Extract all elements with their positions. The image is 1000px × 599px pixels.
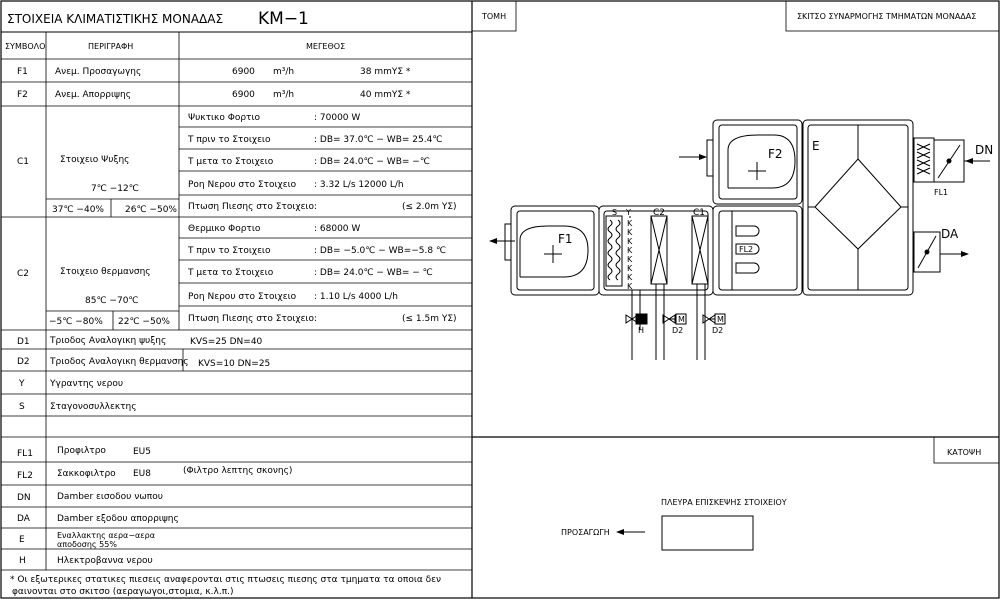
humidifier-nozzles <box>627 219 633 291</box>
c2-spec-label: Ροη Νερου στο Στοιχειο <box>188 292 297 302</box>
symbol-e: E <box>19 535 25 545</box>
c1-condition-b: 26℃ −50% <box>125 205 177 215</box>
nozzle-k: K <box>627 282 633 291</box>
plan-unit-outline <box>662 516 753 550</box>
header-description: ΠΕΡΙΓΡΑΦΗ <box>88 42 134 51</box>
symbol-da: DA <box>17 514 30 524</box>
c1-spec-value: : DB= 24.0℃ − WB= −℃ <box>314 157 430 167</box>
table-header <box>5 42 345 51</box>
nozzle-k: K <box>627 228 633 237</box>
unit-section-diagram <box>490 120 993 360</box>
title-block <box>1 9 472 32</box>
desc-e-line2: αποδοσης 55% <box>57 540 117 549</box>
fl2-label: FL2 <box>739 245 754 254</box>
footnote-line-1: * Οι εξωτερικες στατικες πιεσεις αναφερονται στις πτωσεις πιεσης στα τμηματα τα οποια δεν <box>10 575 442 585</box>
plan-label: ΚΑΤΟΨΗ <box>947 448 982 457</box>
nozzle-k: K <box>627 237 633 246</box>
c2-spec-value: (≤ 1.5m YΣ) <box>402 314 457 324</box>
desc-f1: Ανεμ. Προσαγωγης <box>55 67 142 77</box>
c1-spec-label: Τ πριν το Στοιχειο <box>188 135 271 145</box>
c2-spec-value: : DB= −5.0℃ − WB=−5.8 ℃ <box>314 246 447 256</box>
symbol-f2: F2 <box>17 90 28 100</box>
desc-d2: Τριοδος Αναλογικη θερμανσης <box>50 357 189 367</box>
c1-condition-a: 37℃ −40% <box>52 205 104 215</box>
desc-c1: Στοιχειο Ψυξης <box>60 155 130 165</box>
actuator-m: M <box>678 315 685 324</box>
row-c1 <box>17 113 457 215</box>
desc-y: Υγραντης νερου <box>50 379 124 389</box>
desc-fl1: Προφιλτρο <box>57 446 106 456</box>
f1-airflow-unit: m³/h <box>273 67 295 77</box>
fl1-filter-label: FL1 <box>934 188 949 197</box>
c1-label: C1 <box>693 208 706 218</box>
f1-fan-module <box>490 206 599 295</box>
plan-view <box>561 498 787 550</box>
c2-spec-value: : 1.10 L/s 4000 L/h <box>314 292 398 302</box>
f1-fan-label: F1 <box>558 232 573 246</box>
d2-value: KVS=10 DN=25 <box>198 359 271 369</box>
h-valve-label: H <box>638 326 645 335</box>
f2-airflow-unit: m³/h <box>273 90 295 100</box>
row-c2 <box>17 224 457 327</box>
rows-d-y-s <box>17 336 270 412</box>
nozzle-k: K <box>627 273 633 282</box>
f2-pressure: 40 mmYΣ * <box>360 90 411 100</box>
supply-label: ΠΡΟΣΑΓΩΓΗ <box>561 528 610 537</box>
header-size: ΜΕΓΕΘΟΣ <box>306 42 346 51</box>
c1-spec-label: Τ μετα το Στοιχειο <box>188 157 274 167</box>
d1-value: KVS=25 DN=40 <box>190 337 263 347</box>
c2-spec-value: : DB= 24.0℃ − WB= − ℃ <box>314 268 433 278</box>
exchanger-label: E <box>812 139 820 153</box>
heat-exchanger-module <box>803 120 913 295</box>
da-damper-label: DA <box>941 227 959 241</box>
desc-d1: Τριοδος Αναλογικη ψυξης <box>50 336 167 346</box>
symbol-c1: C1 <box>17 157 30 167</box>
c1-spec-label: Ψυκτικο Φορτιο <box>188 113 261 123</box>
row-f2 <box>17 90 411 100</box>
nozzle-k: K <box>627 255 633 264</box>
footnote-line-2: φαινονται στο σκιτσο (αεραγωγοι,στομια, κ.λ.π.) <box>12 587 234 597</box>
c1-water-temps: 7℃ −12℃ <box>91 184 139 194</box>
f1-pressure: 38 mmYΣ * <box>360 67 411 77</box>
footnote <box>10 575 441 597</box>
nozzle-k: K <box>627 246 633 255</box>
c1-spec-value: : 3.32 L/s 12000 L/h <box>314 180 404 190</box>
da-exhaust-damper <box>914 227 968 272</box>
sheet-frame <box>1 1 999 598</box>
fl2-filter-module <box>713 206 802 295</box>
desc-c2: Στοιχειο θερμανσης <box>60 267 151 277</box>
symbol-s: S <box>19 402 25 412</box>
actuator-m: M <box>717 315 724 324</box>
desc-f2: Ανεμ. Απορριψης <box>55 90 131 100</box>
coil-section <box>599 206 713 295</box>
symbol-fl2: FL2 <box>17 471 33 481</box>
c1-spec-value: : DB= 37.0℃ − WB= 25.4℃ <box>314 135 443 145</box>
c2-spec-label: Τ πριν το Στοιχειο <box>188 246 271 256</box>
fl2-note: (Φιλτρο λεπτης σκονης) <box>183 466 293 476</box>
rows-filters-dampers <box>17 446 292 566</box>
section-label: ΤΟΜΗ <box>482 12 507 21</box>
d2-valve-label: D2 <box>712 326 724 335</box>
c2-spec-label: Θερμικο Φορτιο <box>188 224 261 234</box>
d2-valve-label: D2 <box>672 326 684 335</box>
c2-label: C2 <box>653 208 666 218</box>
f1-airflow: 6900 <box>232 67 255 77</box>
c2-spec-label: Τ μετα το Στοιχειο <box>188 268 274 278</box>
unit-code: KM−1 <box>258 9 309 29</box>
symbol-d1: D1 <box>17 337 30 347</box>
desc-h: Ηλεκτροβαννα νερου <box>57 556 153 566</box>
f2-fan-label: F2 <box>768 147 783 161</box>
f2-fan-module <box>679 120 802 204</box>
desc-s: Σταγονοσυλλεκτης <box>50 402 137 412</box>
c1-spec-value: : 70000 W <box>314 113 361 123</box>
f2-airflow: 6900 <box>232 90 255 100</box>
fl2-class: EU8 <box>133 469 151 479</box>
access-side-label: ΠΛΕΥΡΑ ΕΠΙΣΚΕΨΗΣ ΣΤΟΙΧΕΙΟΥ <box>661 498 787 507</box>
symbol-h: H <box>19 556 26 566</box>
c2-spec-label: Πτωση Πιεσης στο Στοιχειο: <box>188 314 318 324</box>
nozzle-k: K <box>627 264 633 273</box>
fl1-dn-inlet <box>914 138 993 197</box>
c1-spec-label: Πτωση Πιεσης στο Στοιχειο: <box>188 202 318 212</box>
symbol-c2: C2 <box>17 269 30 279</box>
c2-condition-b: 22℃ −50% <box>118 317 170 327</box>
symbol-fl1: FL1 <box>17 449 33 459</box>
c1-spec-value: (≤ 2.0m YΣ) <box>402 202 457 212</box>
c2-condition-a: −5℃ −80% <box>49 317 103 327</box>
c2-water-temps: 85℃ −70℃ <box>85 296 139 306</box>
fl1-class: EU5 <box>133 447 151 457</box>
symbol-dn: DN <box>17 493 31 503</box>
desc-fl2: Σακκοφιλτρο <box>57 469 116 479</box>
y-label: Y <box>626 208 631 217</box>
c1-spec-label: Ροη Νερου στο Στοιχειο <box>188 180 297 190</box>
assembly-label: ΣΚΙΤΣΟ ΣΥΝΑΡΜΟΓΗΣ ΤΜΗΜΑΤΩΝ ΜΟΝΑΔΑΣ <box>797 12 977 21</box>
desc-da: Damber εξοδου απορριψης <box>57 514 179 524</box>
dn-damper-label: DN <box>975 143 994 157</box>
symbol-y: Y <box>19 379 25 389</box>
c2-spec-value: : 68000 W <box>314 224 361 234</box>
desc-dn: Damber εισοδου νωπου <box>57 492 163 502</box>
desc-e-line1: Εναλλακτης αερα−αερα <box>57 531 155 540</box>
symbol-f1: F1 <box>17 67 28 77</box>
symbol-d2: D2 <box>17 357 30 367</box>
sheet-title: ΣΤΟΙΧΕΙΑ ΚΛΙΜΑΤΙΣΤΙΚΗΣ ΜΟΝΑΔΑΣ <box>7 12 224 26</box>
row-f1 <box>17 67 411 77</box>
header-symbol: ΣΥΜΒΟΛΟ <box>5 42 46 51</box>
s-label: S <box>612 208 618 217</box>
nozzle-k: K <box>627 219 633 228</box>
